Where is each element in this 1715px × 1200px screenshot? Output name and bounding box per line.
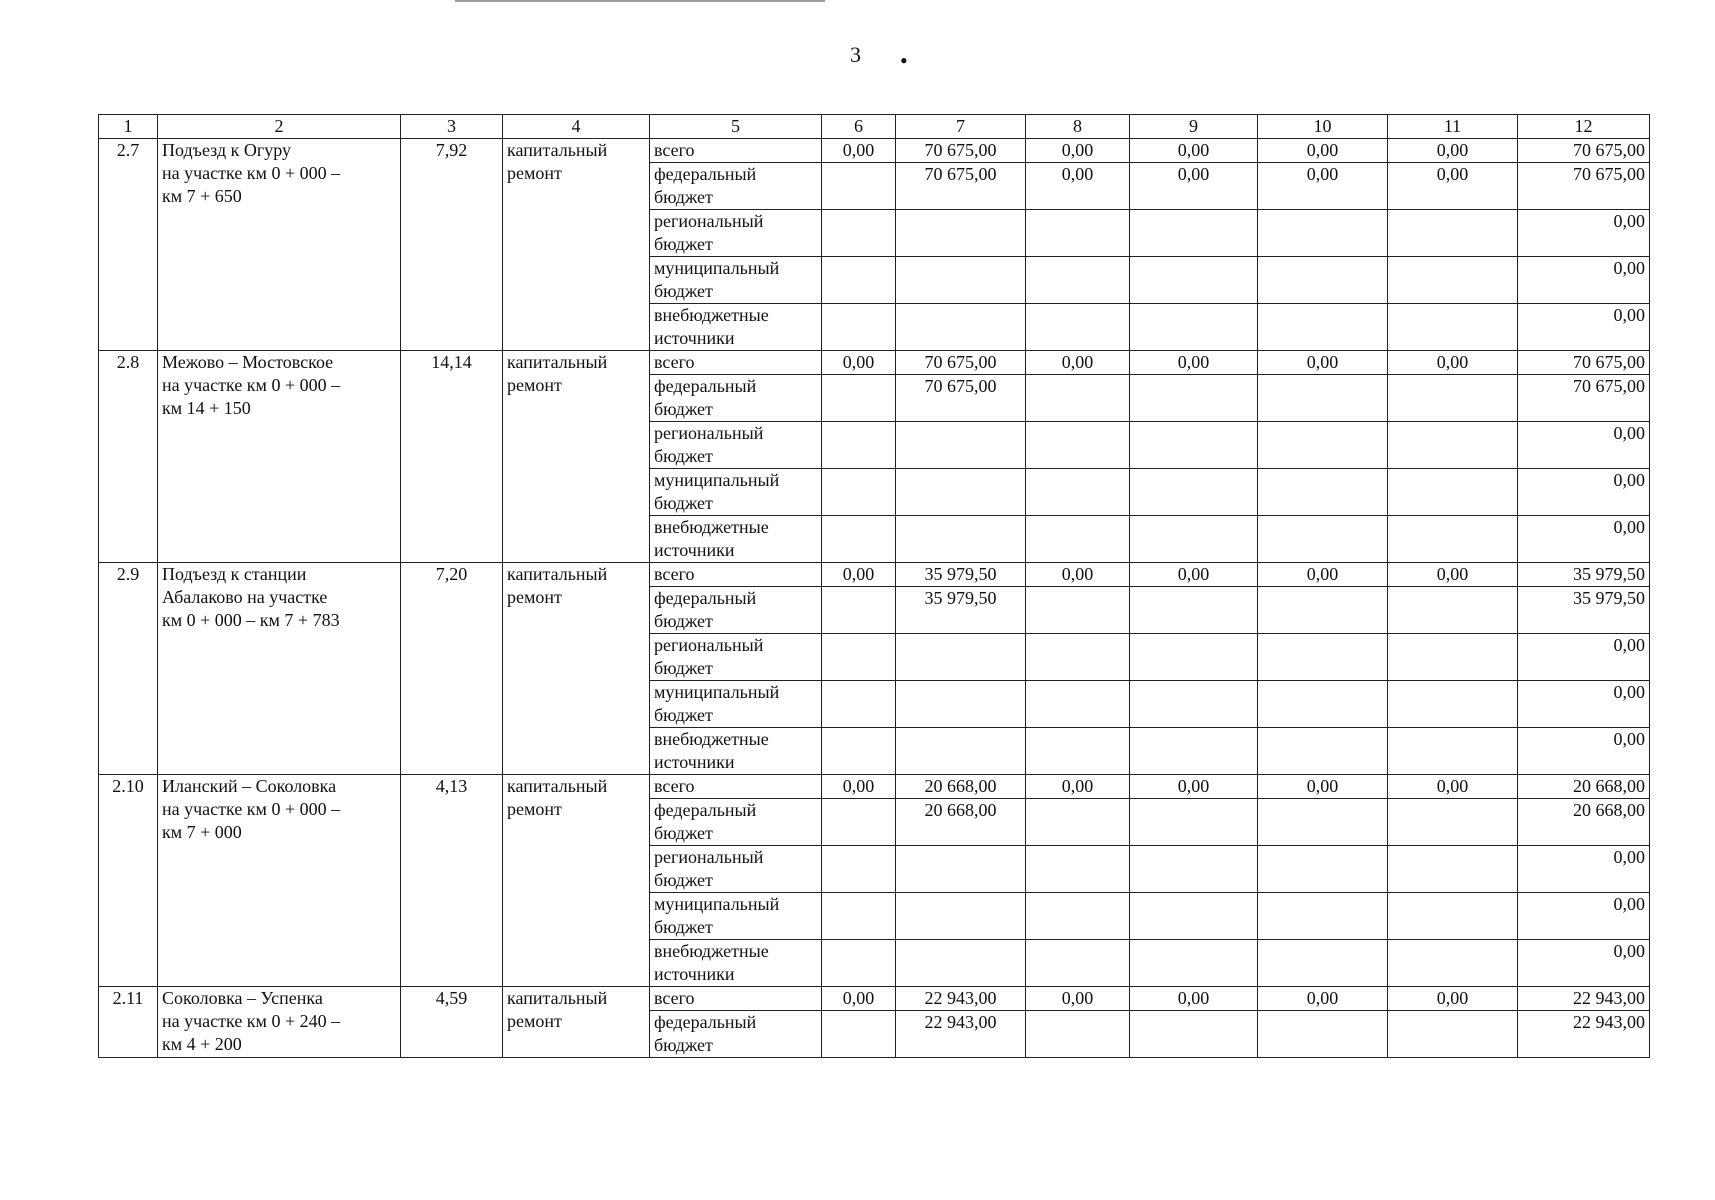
amount-c9: 0,00	[1130, 351, 1258, 375]
amount-c7: 35 979,50	[896, 563, 1026, 587]
amount-c10: 0,00	[1258, 987, 1388, 1011]
amount-c9	[1130, 210, 1258, 257]
amount-c11	[1388, 799, 1518, 846]
funding-source-label: муниципальный бюджет	[650, 469, 822, 516]
amount-c7	[896, 304, 1026, 351]
amount-c9: 0,00	[1130, 775, 1258, 799]
amount-c12: 70 675,00	[1518, 375, 1650, 422]
amount-c8	[1026, 893, 1130, 940]
amount-c6	[822, 163, 896, 210]
amount-c9: 0,00	[1130, 563, 1258, 587]
amount-c8: 0,00	[1026, 563, 1130, 587]
funding-source-label: муниципальный бюджет	[650, 257, 822, 304]
amount-c11	[1388, 1011, 1518, 1058]
amount-c12: 0,00	[1518, 940, 1650, 987]
funding-source-label: федеральный бюджет	[650, 799, 822, 846]
amount-c10: 0,00	[1258, 775, 1388, 799]
amount-c11	[1388, 469, 1518, 516]
amount-c10	[1258, 846, 1388, 893]
amount-c6	[822, 469, 896, 516]
amount-c10	[1258, 634, 1388, 681]
amount-c9	[1130, 304, 1258, 351]
amount-c12: 20 668,00	[1518, 799, 1650, 846]
table-row	[99, 987, 1650, 1011]
amount-c12: 70 675,00	[1518, 139, 1650, 163]
table-row	[99, 563, 1650, 587]
amount-c6	[822, 893, 896, 940]
amount-c8	[1026, 375, 1130, 422]
funding-source-label: внебюджетные источники	[650, 940, 822, 987]
column-header: 1	[99, 115, 158, 139]
amount-c9	[1130, 799, 1258, 846]
amount-c6: 0,00	[822, 775, 896, 799]
funding-source-label: внебюджетные источники	[650, 516, 822, 563]
amount-c7	[896, 422, 1026, 469]
amount-c7: 70 675,00	[896, 375, 1026, 422]
amount-c9: 0,00	[1130, 139, 1258, 163]
scan-edge-line	[455, 0, 825, 2]
table-row	[99, 775, 1650, 799]
amount-c9: 0,00	[1130, 163, 1258, 210]
amount-c10	[1258, 304, 1388, 351]
item-number: 2.7	[99, 139, 158, 351]
amount-c12: 70 675,00	[1518, 351, 1650, 375]
amount-c8: 0,00	[1026, 163, 1130, 210]
amount-c8	[1026, 469, 1130, 516]
column-header: 12	[1518, 115, 1650, 139]
amount-c10: 0,00	[1258, 563, 1388, 587]
amount-c12: 35 979,50	[1518, 563, 1650, 587]
amount-c12: 20 668,00	[1518, 775, 1650, 799]
amount-c9	[1130, 940, 1258, 987]
amount-c7: 70 675,00	[896, 163, 1026, 210]
amount-c8: 0,00	[1026, 775, 1130, 799]
amount-c7	[896, 634, 1026, 681]
column-header: 3	[401, 115, 503, 139]
amount-c9	[1130, 257, 1258, 304]
amount-c6: 0,00	[822, 351, 896, 375]
amount-c11	[1388, 728, 1518, 775]
amount-c8	[1026, 516, 1130, 563]
amount-c12: 70 675,00	[1518, 163, 1650, 210]
column-header: 10	[1258, 115, 1388, 139]
amount-c11	[1388, 681, 1518, 728]
item-number: 2.11	[99, 987, 158, 1058]
work-type: капитальный ремонт	[503, 563, 650, 775]
amount-c7: 22 943,00	[896, 1011, 1026, 1058]
item-number: 2.9	[99, 563, 158, 775]
amount-c12: 0,00	[1518, 893, 1650, 940]
amount-c11	[1388, 846, 1518, 893]
page-mark: •	[900, 48, 908, 73]
funding-source-label: всего	[650, 987, 822, 1011]
amount-c10	[1258, 469, 1388, 516]
amount-c11	[1388, 304, 1518, 351]
amount-c11: 0,00	[1388, 163, 1518, 210]
amount-c10	[1258, 587, 1388, 634]
amount-c7: 70 675,00	[896, 139, 1026, 163]
funding-source-label: федеральный бюджет	[650, 1011, 822, 1058]
section-length: 14,14	[401, 351, 503, 563]
amount-c10	[1258, 375, 1388, 422]
amount-c7	[896, 257, 1026, 304]
amount-c7: 22 943,00	[896, 987, 1026, 1011]
amount-c11	[1388, 375, 1518, 422]
amount-c8	[1026, 799, 1130, 846]
funding-source-label: муниципальный бюджет	[650, 893, 822, 940]
amount-c10	[1258, 893, 1388, 940]
amount-c11: 0,00	[1388, 987, 1518, 1011]
amount-c8	[1026, 634, 1130, 681]
road-section-name: Иланский – Соколовка на участке км 0 + 000 – км 7 + 000	[158, 775, 401, 987]
amount-c12: 0,00	[1518, 634, 1650, 681]
amount-c12: 0,00	[1518, 728, 1650, 775]
amount-c11	[1388, 893, 1518, 940]
amount-c12: 0,00	[1518, 681, 1650, 728]
amount-c11	[1388, 634, 1518, 681]
column-number-row	[99, 115, 1650, 139]
amount-c11: 0,00	[1388, 139, 1518, 163]
amount-c6: 0,00	[822, 139, 896, 163]
funding-source-label: внебюджетные источники	[650, 304, 822, 351]
amount-c7	[896, 893, 1026, 940]
amount-c9	[1130, 846, 1258, 893]
amount-c9	[1130, 375, 1258, 422]
amount-c7: 20 668,00	[896, 799, 1026, 846]
amount-c8	[1026, 728, 1130, 775]
amount-c7	[896, 516, 1026, 563]
amount-c7	[896, 940, 1026, 987]
funding-source-label: федеральный бюджет	[650, 163, 822, 210]
amount-c8: 0,00	[1026, 139, 1130, 163]
amount-c11: 0,00	[1388, 775, 1518, 799]
amount-c10	[1258, 210, 1388, 257]
amount-c9	[1130, 587, 1258, 634]
amount-c11	[1388, 422, 1518, 469]
amount-c8: 0,00	[1026, 351, 1130, 375]
amount-c11	[1388, 516, 1518, 563]
amount-c11: 0,00	[1388, 563, 1518, 587]
amount-c8	[1026, 846, 1130, 893]
amount-c12: 0,00	[1518, 210, 1650, 257]
amount-c12: 0,00	[1518, 516, 1650, 563]
column-header: 8	[1026, 115, 1130, 139]
section-length: 7,92	[401, 139, 503, 351]
amount-c8	[1026, 940, 1130, 987]
funding-source-label: региональный бюджет	[650, 846, 822, 893]
amount-c10	[1258, 799, 1388, 846]
column-header: 4	[503, 115, 650, 139]
work-type: капитальный ремонт	[503, 775, 650, 987]
amount-c11	[1388, 587, 1518, 634]
amount-c10	[1258, 257, 1388, 304]
amount-c7	[896, 846, 1026, 893]
funding-source-label: всего	[650, 351, 822, 375]
amount-c6	[822, 940, 896, 987]
work-type: капитальный ремонт	[503, 987, 650, 1058]
amount-c6	[822, 516, 896, 563]
amount-c7: 70 675,00	[896, 351, 1026, 375]
amount-c6	[822, 846, 896, 893]
table-row	[99, 351, 1650, 375]
amount-c8	[1026, 587, 1130, 634]
work-type: капитальный ремонт	[503, 351, 650, 563]
amount-c10	[1258, 516, 1388, 563]
amount-c8	[1026, 422, 1130, 469]
funding-source-label: региональный бюджет	[650, 634, 822, 681]
amount-c11	[1388, 210, 1518, 257]
budget-table	[98, 114, 1650, 1058]
amount-c11	[1388, 940, 1518, 987]
column-header: 11	[1388, 115, 1518, 139]
amount-c8	[1026, 210, 1130, 257]
amount-c9	[1130, 422, 1258, 469]
amount-c8	[1026, 681, 1130, 728]
table-row	[99, 139, 1650, 163]
amount-c7	[896, 469, 1026, 516]
amount-c6	[822, 375, 896, 422]
table-body	[99, 139, 1650, 1058]
road-section-name: Соколовка – Успенка на участке км 0 + 240 – км 4 + 200	[158, 987, 401, 1058]
amount-c7: 35 979,50	[896, 587, 1026, 634]
work-type: капитальный ремонт	[503, 139, 650, 351]
amount-c6	[822, 257, 896, 304]
section-length: 4,13	[401, 775, 503, 987]
amount-c9	[1130, 728, 1258, 775]
amount-c9	[1130, 1011, 1258, 1058]
amount-c11	[1388, 257, 1518, 304]
funding-source-label: федеральный бюджет	[650, 587, 822, 634]
amount-c9: 0,00	[1130, 987, 1258, 1011]
amount-c8	[1026, 257, 1130, 304]
funding-source-label: федеральный бюджет	[650, 375, 822, 422]
amount-c6	[822, 1011, 896, 1058]
amount-c6	[822, 304, 896, 351]
amount-c10: 0,00	[1258, 163, 1388, 210]
amount-c12: 0,00	[1518, 846, 1650, 893]
amount-c6	[822, 799, 896, 846]
column-header: 2	[158, 115, 401, 139]
amount-c6: 0,00	[822, 563, 896, 587]
amount-c6	[822, 681, 896, 728]
column-header: 7	[896, 115, 1026, 139]
funding-source-label: региональный бюджет	[650, 422, 822, 469]
column-header: 6	[822, 115, 896, 139]
funding-source-label: всего	[650, 775, 822, 799]
funding-source-label: всего	[650, 139, 822, 163]
amount-c7	[896, 210, 1026, 257]
amount-c12: 0,00	[1518, 257, 1650, 304]
amount-c10	[1258, 681, 1388, 728]
amount-c8	[1026, 1011, 1130, 1058]
amount-c9	[1130, 634, 1258, 681]
section-length: 7,20	[401, 563, 503, 775]
amount-c12: 0,00	[1518, 422, 1650, 469]
amount-c7	[896, 681, 1026, 728]
amount-c6	[822, 587, 896, 634]
amount-c10	[1258, 1011, 1388, 1058]
amount-c8: 0,00	[1026, 987, 1130, 1011]
amount-c10	[1258, 422, 1388, 469]
amount-c7	[896, 728, 1026, 775]
page-number: 3	[850, 42, 861, 67]
amount-c9	[1130, 516, 1258, 563]
amount-c9	[1130, 893, 1258, 940]
amount-c10: 0,00	[1258, 351, 1388, 375]
funding-source-label: внебюджетные источники	[650, 728, 822, 775]
road-section-name: Подъезд к Огуру на участке км 0 + 000 – км 7 + 650	[158, 139, 401, 351]
amount-c12: 0,00	[1518, 469, 1650, 516]
amount-c11: 0,00	[1388, 351, 1518, 375]
column-header: 9	[1130, 115, 1258, 139]
amount-c6	[822, 634, 896, 681]
column-header: 5	[650, 115, 822, 139]
amount-c6	[822, 210, 896, 257]
section-length: 4,59	[401, 987, 503, 1058]
road-section-name: Межово – Мостовское на участке км 0 + 000 – км 14 + 150	[158, 351, 401, 563]
amount-c9	[1130, 469, 1258, 516]
item-number: 2.8	[99, 351, 158, 563]
amount-c10	[1258, 728, 1388, 775]
amount-c6	[822, 422, 896, 469]
funding-source-label: всего	[650, 563, 822, 587]
amount-c8	[1026, 304, 1130, 351]
amount-c12: 35 979,50	[1518, 587, 1650, 634]
funding-source-label: региональный бюджет	[650, 210, 822, 257]
amount-c12: 22 943,00	[1518, 1011, 1650, 1058]
amount-c7: 20 668,00	[896, 775, 1026, 799]
amount-c12: 22 943,00	[1518, 987, 1650, 1011]
amount-c6	[822, 728, 896, 775]
amount-c9	[1130, 681, 1258, 728]
amount-c10: 0,00	[1258, 139, 1388, 163]
amount-c12: 0,00	[1518, 304, 1650, 351]
item-number: 2.10	[99, 775, 158, 987]
amount-c6: 0,00	[822, 987, 896, 1011]
road-section-name: Подъезд к станции Абалаково на участке км 0 + 000 – км 7 + 783	[158, 563, 401, 775]
funding-source-label: муниципальный бюджет	[650, 681, 822, 728]
amount-c10	[1258, 940, 1388, 987]
